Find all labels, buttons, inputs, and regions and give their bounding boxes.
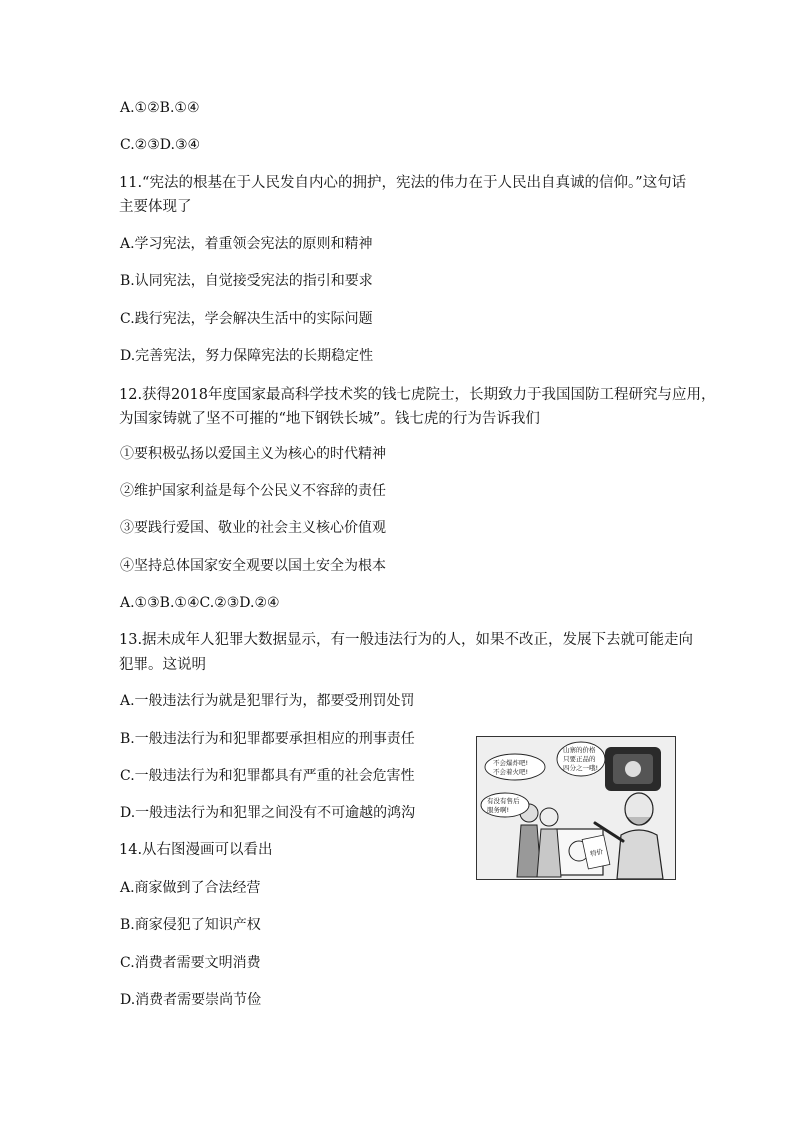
q10-options-row1: A.①②B.①④ xyxy=(120,100,200,116)
q11-stem-line1: 11.“宪法的根基在于人民发自内心的拥护，宪法的伟力在于人民出自真诚的信仰。”这句话 xyxy=(119,175,687,191)
q11-option-c: C.践行宪法，学会解决生活中的实际问题 xyxy=(120,311,373,327)
q13-option-d: D.一般违法行为和犯罪之间没有不可逾越的鸿沟 xyxy=(120,805,416,821)
q13-option-c: C.一般违法行为和犯罪都具有严重的社会危害性 xyxy=(120,768,415,784)
speech-bubble-1 xyxy=(485,754,545,780)
q14-option-a: A.商家做到了合法经营 xyxy=(120,880,261,896)
q10-options-row2: C.②③D.③④ xyxy=(120,137,201,153)
q12-stem-line1: 12.获得2018年度国家最高科学技术奖的钱七虎院士，长期致力于我国国防工程研究与应用， xyxy=(119,387,716,403)
svg-text:不会着火吧!: 不会着火吧! xyxy=(493,768,529,776)
q13-stem-line1: 13.据未成年人犯罪大数据显示，有一般违法行为的人，如果不改正，发展下去就可能走向 xyxy=(119,632,694,648)
price-sign: 特价 xyxy=(589,847,604,859)
cartoon-illustration xyxy=(476,736,676,880)
svg-text:不会爆炸吧!: 不会爆炸吧! xyxy=(493,759,529,767)
q11-option-a: A.学习宪法，着重领会宪法的原则和精神 xyxy=(120,236,373,252)
q11-option-b: B.认同宪法，自觉接受宪法的指引和要求 xyxy=(120,273,373,289)
q12-statement-1: ①要积极弘扬以爱国主义为核心的时代精神 xyxy=(120,446,386,462)
cartoon-drawing xyxy=(477,737,675,879)
q12-statement-4: ④坚持总体国家安全观要以国土安全为根本 xyxy=(120,558,386,574)
svg-text:服务啊!: 服务啊! xyxy=(487,806,510,814)
svg-text:山寨的价格: 山寨的价格 xyxy=(563,746,596,754)
q11-stem-line2: 主要体现了 xyxy=(119,199,192,215)
q12-statement-2: ②维护国家利益是每个公民义不容辞的责任 xyxy=(120,483,386,499)
q14-option-c: C.消费者需要文明消费 xyxy=(120,955,261,971)
q14-stem: 14.从右图漫画可以看出 xyxy=(119,842,273,858)
q13-option-b: B.一般违法行为和犯罪都要承担相应的刑事责任 xyxy=(120,731,415,747)
svg-text:有没有售后: 有没有售后 xyxy=(487,797,520,805)
svg-text:四分之一哦!: 四分之一哦! xyxy=(563,764,599,772)
q14-option-b: B.商家侵犯了知识产权 xyxy=(120,917,261,933)
q12-stem-line2: 为国家铸就了坚不可摧的“地下钢铁长城”。钱七虎的行为告诉我们 xyxy=(119,411,540,427)
q11-option-d: D.完善宪法，努力保障宪法的长期稳定性 xyxy=(120,348,374,364)
q13-option-a: A.一般违法行为就是犯罪行为，都要受刑罚处罚 xyxy=(120,693,415,709)
q12-options: A.①③B.①④C.②③D.②④ xyxy=(120,595,280,611)
q14-option-d: D.消费者需要崇尚节俭 xyxy=(120,992,262,1008)
q12-statement-3: ③要践行爱国、敬业的社会主义核心价值观 xyxy=(120,520,386,536)
svg-text:只要正品的: 只要正品的 xyxy=(563,755,596,763)
q13-stem-line2: 犯罪。这说明 xyxy=(119,657,206,673)
